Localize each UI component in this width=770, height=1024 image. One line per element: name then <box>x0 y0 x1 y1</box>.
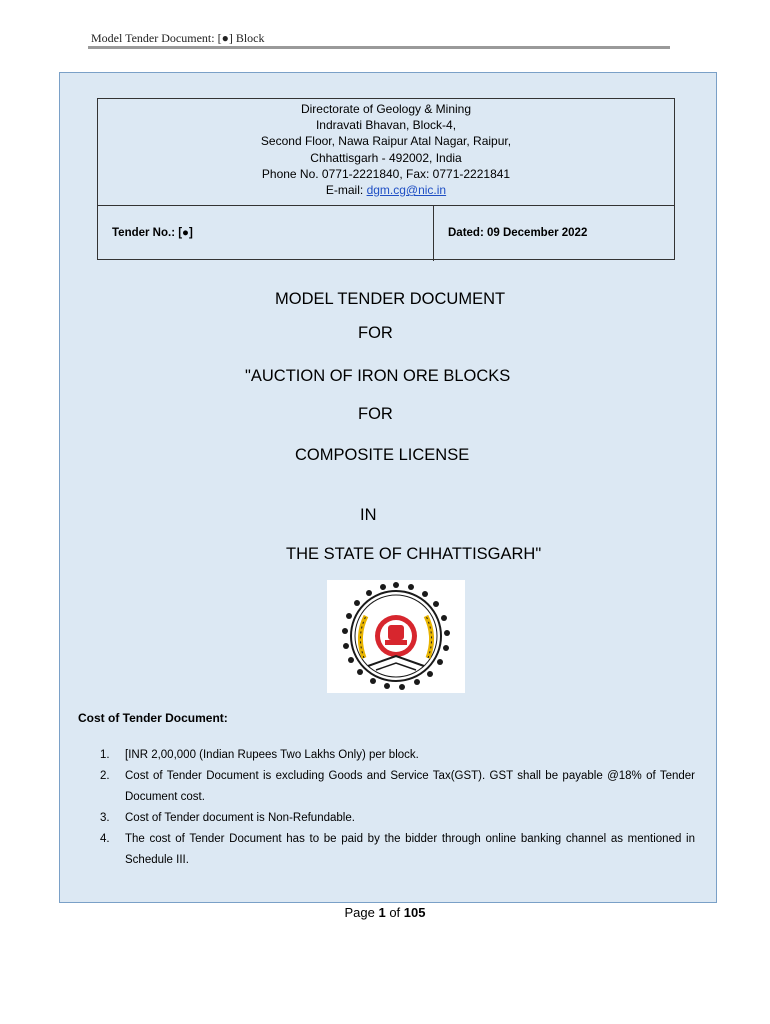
emblem-seal-icon <box>327 580 465 693</box>
running-header: Model Tender Document: [●] Block <box>91 31 265 45</box>
chhattisgarh-government-emblem <box>327 580 465 693</box>
list-item <box>100 766 695 808</box>
page-number <box>0 905 770 920</box>
page-label: Page <box>344 905 379 920</box>
email-line <box>98 182 674 198</box>
tender-number: Tender No.: [●] <box>98 206 434 261</box>
address-block <box>98 99 674 206</box>
cost-list <box>100 745 695 871</box>
list-item-text: The cost of Tender Document has to be paid by the bidder through online banking channel as mentioned in Schedule III. <box>125 833 695 866</box>
list-item-number: 1. <box>100 749 110 761</box>
address-line: Indravati Bhavan, Block-4, <box>315 118 457 133</box>
title-line-6: IN <box>360 506 377 524</box>
list-item-number: 4. <box>100 833 110 845</box>
title-line-7: THE STATE OF CHHATTISGARH" <box>286 545 542 563</box>
list-item <box>100 808 695 829</box>
list-item <box>100 829 695 871</box>
header-rule <box>88 46 670 49</box>
address-table <box>97 98 675 260</box>
list-item-text: Cost of Tender Document is excluding Goods and Service Tax(GST). GST shall be payable @18% of Tender Document cost. <box>125 770 695 803</box>
page-total: 105 <box>403 905 426 920</box>
email-label: E-mail: <box>325 183 367 198</box>
title-line-5: COMPOSITE LICENSE <box>295 446 470 464</box>
of-label: of <box>385 905 404 920</box>
phone-fax-line: Phone No. 0771-2221840, Fax: 0771-2221841 <box>261 166 511 181</box>
tender-row <box>98 206 674 261</box>
list-item <box>100 745 695 766</box>
list-item-number: 3. <box>100 812 110 824</box>
email-link[interactable]: dgm.cg@nic.in <box>366 183 447 198</box>
cost-heading: Cost of Tender Document: <box>78 711 228 725</box>
title-line-4: FOR <box>358 405 393 423</box>
address-line: Directorate of Geology & Mining <box>300 102 472 116</box>
address-line: Second Floor, Nawa Raipur Atal Nagar, Raipur, <box>260 134 512 149</box>
address-line: Chhattisgarh - 492002, India <box>310 150 462 165</box>
title-line-3: "AUCTION OF IRON ORE BLOCKS <box>245 367 511 385</box>
page-current: 1 <box>378 905 386 920</box>
list-item-text: [INR 2,00,000 (Indian Rupees Two Lakhs Only) per block. <box>125 749 419 761</box>
title-line-2: FOR <box>358 324 393 342</box>
list-item-number: 2. <box>100 770 110 782</box>
tender-date: Dated: 09 December 2022 <box>448 227 588 239</box>
list-item-text: Cost of Tender document is Non-Refundable. <box>125 812 355 824</box>
title-line-1: MODEL TENDER DOCUMENT <box>275 290 506 308</box>
